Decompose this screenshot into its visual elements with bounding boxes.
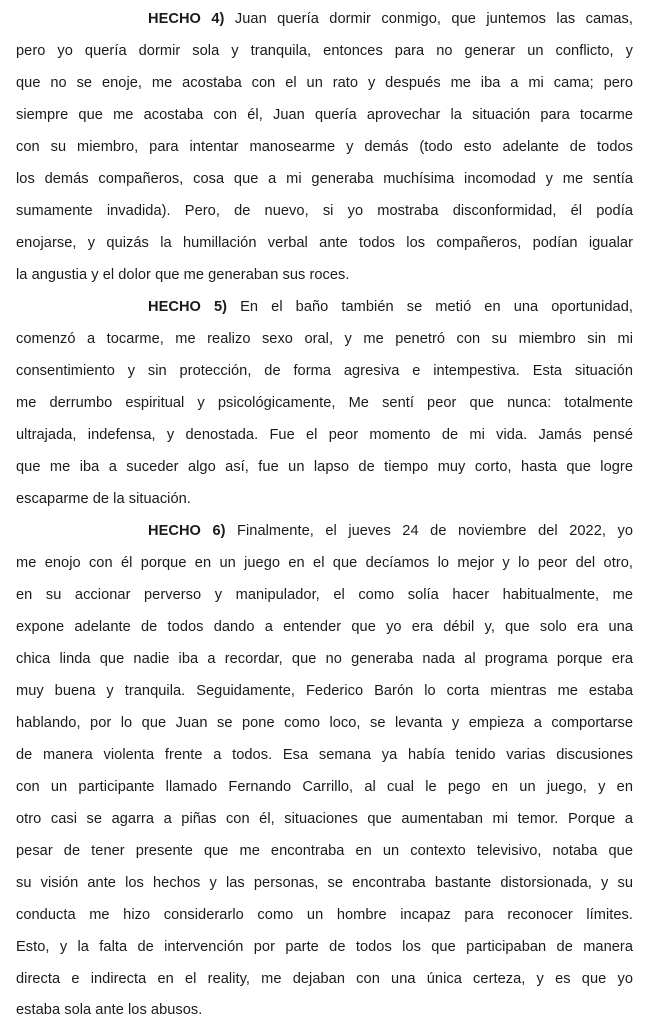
- text-line: me enojo con él porque en un juego en el que decíamos lo mejor y lo peor del otro,: [16, 555, 633, 571]
- text-line: los demás compañeros, cosa que a mi generaba muchísima incomodad y me sentía: [16, 171, 633, 187]
- text-line: consentimiento y sin protección, de forma agresiva e intempestiva. Esta situación: [16, 363, 633, 379]
- text-line: su visión ante los hechos y las personas, se encontraba bastante distorsionada, y su: [16, 875, 633, 891]
- heading-hecho-6: HECHO 6): [148, 523, 226, 539]
- text-line: expone adelante de todos dando a entender que yo era débil y, que solo era una: [16, 619, 633, 635]
- text-line: muy buena y tranquila. Seguidamente, Federico Barón lo corta mientras me estaba: [16, 683, 633, 699]
- text-line: pesar de tener presente que me encontraba en un contexto televisivo, notaba que: [16, 843, 633, 859]
- paragraph-hecho-4-line-1: [148, 9, 633, 29]
- text-line: Juan quería dormir conmigo, que juntemos las camas,: [224, 11, 633, 27]
- text-line: enojarse, y quizás la humillación verbal ante todos los compañeros, podían igualar: [16, 235, 633, 251]
- paragraph-hecho-5-line-1: [148, 297, 633, 317]
- heading-hecho-4: HECHO 4): [148, 11, 225, 27]
- text-line: escaparme de la situación.: [16, 491, 191, 507]
- text-line: otro casi se agarra a piñas con él, situaciones que aumentaban mi temor. Porque a: [16, 811, 633, 827]
- text-line: ultrajada, indefensa, y denostada. Fue el peor momento de mi vida. Jamás pensé: [16, 427, 633, 443]
- text-line: con su miembro, para intentar manosearme y demás (todo esto adelante de todos: [16, 139, 633, 155]
- text-line: Finalmente, el jueves 24 de noviembre del 2022, yo: [225, 523, 634, 539]
- text-line: de manera violenta frente a todos. Esa semana ya había tenido varias discusiones: [16, 747, 633, 763]
- paragraph-hecho-6-line-1: [148, 521, 633, 541]
- text-line: sumamente invadida). Pero, de nuevo, si yo mostraba disconformidad, él podía: [16, 203, 633, 219]
- text-line: chica linda que nadie iba a recordar, que no generaba nada al programa porque era: [16, 651, 633, 667]
- text-line: en su accionar perverso y manipulador, el como solía hacer habitualmente, me: [16, 587, 633, 603]
- heading-hecho-5: HECHO 5): [148, 299, 228, 315]
- text-line: la angustia y el dolor que me generaban sus roces.: [16, 267, 350, 283]
- text-line: pero yo quería dormir sola y tranquila, entonces para no generar un conflicto, y: [16, 43, 633, 59]
- text-line: Esto, y la falta de intervención por parte de todos los que participaban de manera: [16, 939, 633, 955]
- text-line: En el baño también se metió en una oportunidad,: [227, 299, 633, 315]
- text-line: con un participante llamado Fernando Carrillo, al cual le pego en un juego, y en: [16, 779, 633, 795]
- text-line: comenzó a tocarme, me realizo sexo oral, y me penetró con su miembro sin mi: [16, 331, 633, 347]
- text-line: que no se enoje, me acostaba con el un rato y después me iba a mi cama; pero: [16, 75, 633, 91]
- text-line: directa e indirecta en el reality, me dejaban con una única certeza, y es que yo: [16, 971, 633, 987]
- text-line: estaba sola ante los abusos.: [16, 1002, 203, 1018]
- text-line: conducta me hizo considerarlo como un hombre incapaz para reconocer límites.: [16, 907, 633, 923]
- text-line: hablando, por lo que Juan se pone como loco, se levanta y empieza a comportarse: [16, 715, 633, 731]
- text-line: que me iba a suceder algo así, fue un lapso de tiempo muy corto, hasta que logre: [16, 459, 633, 475]
- text-line: siempre que me acostaba con él, Juan quería aprovechar la situación para tocarme: [16, 107, 633, 123]
- text-line: me derrumbo espiritual y psicológicamente, Me sentí peor que nunca: totalmente: [16, 395, 633, 411]
